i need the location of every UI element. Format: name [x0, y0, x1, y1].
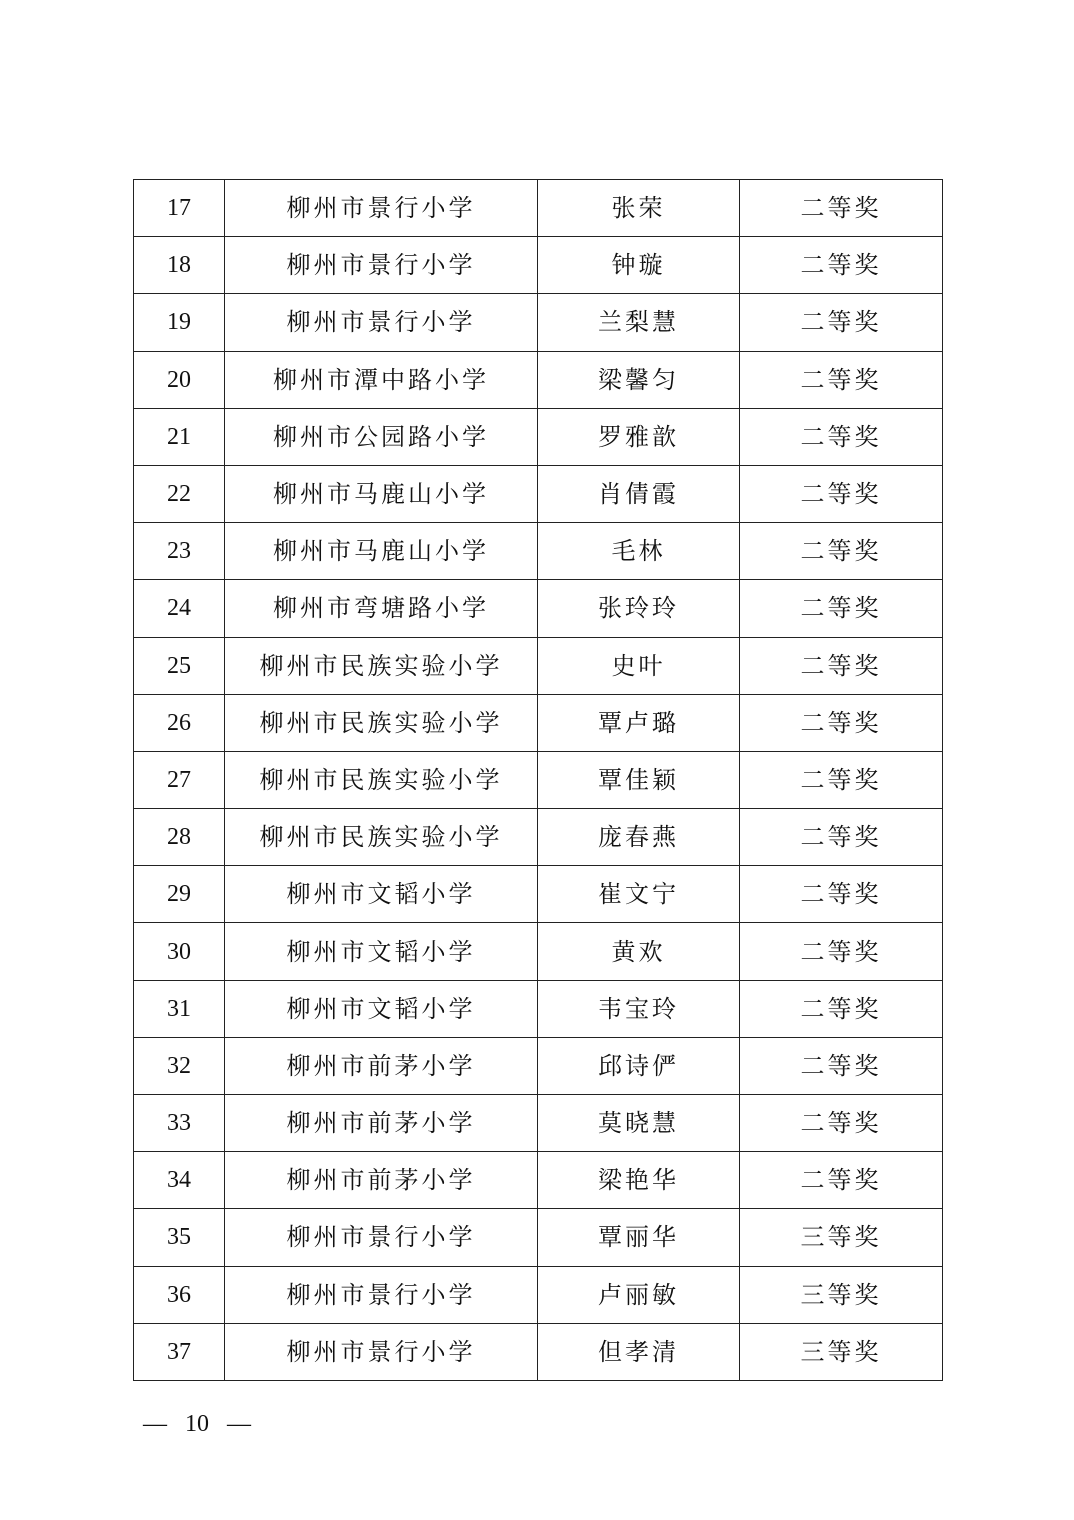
- row-number-cell: 33: [134, 1095, 225, 1152]
- award-level-cell: 二等奖: [740, 180, 943, 237]
- row-number-cell: 22: [134, 465, 225, 522]
- teacher-name-cell: 覃卢璐: [538, 694, 740, 751]
- footer-dash-left: —: [143, 1411, 167, 1437]
- table-row: [134, 1209, 943, 1266]
- award-level-cell: 三等奖: [740, 1323, 943, 1380]
- table-row: [134, 523, 943, 580]
- school-cell: 柳州市前茅小学: [225, 1152, 538, 1209]
- row-number-cell: 25: [134, 637, 225, 694]
- row-number-cell: 23: [134, 523, 225, 580]
- school-cell: 柳州市马鹿山小学: [225, 465, 538, 522]
- table-row: [134, 1266, 943, 1323]
- school-cell: 柳州市景行小学: [225, 1323, 538, 1380]
- table-row: [134, 1152, 943, 1209]
- award-level-cell: 二等奖: [740, 1095, 943, 1152]
- award-level-cell: 二等奖: [740, 923, 943, 980]
- school-cell: 柳州市景行小学: [225, 1266, 538, 1323]
- page-footer: [143, 1411, 251, 1438]
- row-number-cell: 17: [134, 180, 225, 237]
- teacher-name-cell: 兰梨慧: [538, 294, 740, 351]
- school-cell: 柳州市文韬小学: [225, 866, 538, 923]
- award-level-cell: 二等奖: [740, 351, 943, 408]
- row-number-cell: 28: [134, 809, 225, 866]
- table-row: [134, 980, 943, 1037]
- school-cell: 柳州市景行小学: [225, 237, 538, 294]
- teacher-name-cell: 张荣: [538, 180, 740, 237]
- award-level-cell: 二等奖: [740, 637, 943, 694]
- school-cell: 柳州市马鹿山小学: [225, 523, 538, 580]
- teacher-name-cell: 张玲玲: [538, 580, 740, 637]
- award-level-cell: 二等奖: [740, 809, 943, 866]
- award-level-cell: 二等奖: [740, 408, 943, 465]
- award-list-body: [134, 180, 943, 1381]
- row-number-cell: 20: [134, 351, 225, 408]
- school-cell: 柳州市民族实验小学: [225, 751, 538, 808]
- school-cell: 柳州市民族实验小学: [225, 809, 538, 866]
- school-cell: 柳州市潭中路小学: [225, 351, 538, 408]
- table-row: [134, 1037, 943, 1094]
- row-number-cell: 37: [134, 1323, 225, 1380]
- table-row: [134, 408, 943, 465]
- table-row: [134, 237, 943, 294]
- award-level-cell: 二等奖: [740, 580, 943, 637]
- table-row: [134, 809, 943, 866]
- award-list-table: [133, 179, 943, 1381]
- row-number-cell: 35: [134, 1209, 225, 1266]
- row-number-cell: 21: [134, 408, 225, 465]
- table-row: [134, 294, 943, 351]
- teacher-name-cell: 覃丽华: [538, 1209, 740, 1266]
- page-number: 10: [185, 1411, 209, 1437]
- table-row: [134, 180, 943, 237]
- teacher-name-cell: 庞春燕: [538, 809, 740, 866]
- table-row: [134, 580, 943, 637]
- award-level-cell: 二等奖: [740, 694, 943, 751]
- table-row: [134, 465, 943, 522]
- teacher-name-cell: 崔文宁: [538, 866, 740, 923]
- award-level-cell: 二等奖: [740, 1037, 943, 1094]
- table-row: [134, 751, 943, 808]
- table-row: [134, 866, 943, 923]
- school-cell: 柳州市景行小学: [225, 180, 538, 237]
- table-row: [134, 637, 943, 694]
- row-number-cell: 19: [134, 294, 225, 351]
- teacher-name-cell: 毛林: [538, 523, 740, 580]
- teacher-name-cell: 肖倩霞: [538, 465, 740, 522]
- row-number-cell: 34: [134, 1152, 225, 1209]
- award-level-cell: 二等奖: [740, 980, 943, 1037]
- school-cell: 柳州市公园路小学: [225, 408, 538, 465]
- award-level-cell: 二等奖: [740, 1152, 943, 1209]
- table-row: [134, 351, 943, 408]
- award-level-cell: 三等奖: [740, 1209, 943, 1266]
- row-number-cell: 32: [134, 1037, 225, 1094]
- table-row: [134, 1095, 943, 1152]
- school-cell: 柳州市文韬小学: [225, 980, 538, 1037]
- row-number-cell: 31: [134, 980, 225, 1037]
- table-row: [134, 1323, 943, 1380]
- row-number-cell: 24: [134, 580, 225, 637]
- award-level-cell: 二等奖: [740, 465, 943, 522]
- row-number-cell: 36: [134, 1266, 225, 1323]
- teacher-name-cell: 梁馨匀: [538, 351, 740, 408]
- row-number-cell: 29: [134, 866, 225, 923]
- award-level-cell: 三等奖: [740, 1266, 943, 1323]
- row-number-cell: 30: [134, 923, 225, 980]
- school-cell: 柳州市民族实验小学: [225, 637, 538, 694]
- table-row: [134, 694, 943, 751]
- award-level-cell: 二等奖: [740, 237, 943, 294]
- teacher-name-cell: 梁艳华: [538, 1152, 740, 1209]
- footer-dash-right: —: [227, 1411, 251, 1437]
- teacher-name-cell: 韦宝玲: [538, 980, 740, 1037]
- award-level-cell: 二等奖: [740, 294, 943, 351]
- school-cell: 柳州市前茅小学: [225, 1095, 538, 1152]
- teacher-name-cell: 覃佳颖: [538, 751, 740, 808]
- school-cell: 柳州市弯塘路小学: [225, 580, 538, 637]
- teacher-name-cell: 邱诗俨: [538, 1037, 740, 1094]
- school-cell: 柳州市前茅小学: [225, 1037, 538, 1094]
- award-level-cell: 二等奖: [740, 751, 943, 808]
- teacher-name-cell: 卢丽敏: [538, 1266, 740, 1323]
- award-level-cell: 二等奖: [740, 866, 943, 923]
- row-number-cell: 27: [134, 751, 225, 808]
- row-number-cell: 26: [134, 694, 225, 751]
- school-cell: 柳州市景行小学: [225, 294, 538, 351]
- school-cell: 柳州市文韬小学: [225, 923, 538, 980]
- award-level-cell: 二等奖: [740, 523, 943, 580]
- row-number-cell: 18: [134, 237, 225, 294]
- table-row: [134, 923, 943, 980]
- teacher-name-cell: 钟璇: [538, 237, 740, 294]
- teacher-name-cell: 黄欢: [538, 923, 740, 980]
- teacher-name-cell: 罗雅歆: [538, 408, 740, 465]
- teacher-name-cell: 史叶: [538, 637, 740, 694]
- school-cell: 柳州市景行小学: [225, 1209, 538, 1266]
- teacher-name-cell: 莫晓慧: [538, 1095, 740, 1152]
- school-cell: 柳州市民族实验小学: [225, 694, 538, 751]
- teacher-name-cell: 但孝清: [538, 1323, 740, 1380]
